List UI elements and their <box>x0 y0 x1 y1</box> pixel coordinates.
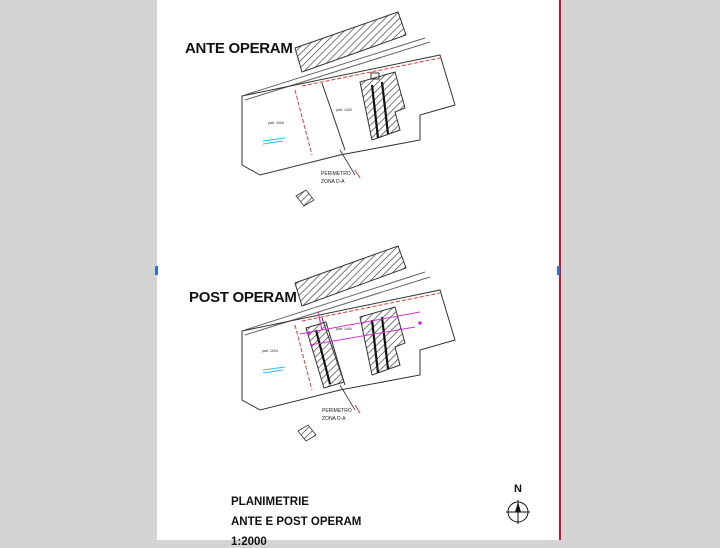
perimeter-label-line1: PERIMETRO <box>321 171 351 177</box>
ante-operam-heading: ANTE OPERAM <box>185 40 293 57</box>
building-top-post <box>295 246 406 306</box>
perimeter-label-post-line1: PERIMETRO <box>322 408 352 414</box>
lot-outline <box>242 55 455 175</box>
parcel-label-right: part. 1400 <box>336 108 352 112</box>
caption-line-2: ANTE E POST OPERAM <box>231 516 362 528</box>
caption-line-3: 1:2000 <box>231 536 267 548</box>
north-arrow-icon <box>503 483 533 527</box>
post-operam-heading: POST OPERAM <box>189 289 297 306</box>
north-label: N <box>514 483 522 495</box>
perimeter-label-post-line2: ZONA D-A <box>322 416 346 422</box>
perimeter-label-line2: ZONA D-A <box>321 179 345 185</box>
parcel-label-right-post: part. 1400 <box>336 327 352 331</box>
building-top <box>295 12 406 72</box>
caption-line-1: PLANIMETRIE <box>231 496 309 508</box>
parcel-label-left: part. 1004 <box>268 121 284 125</box>
parcel-label-left-post: part. 1004 <box>262 349 278 353</box>
